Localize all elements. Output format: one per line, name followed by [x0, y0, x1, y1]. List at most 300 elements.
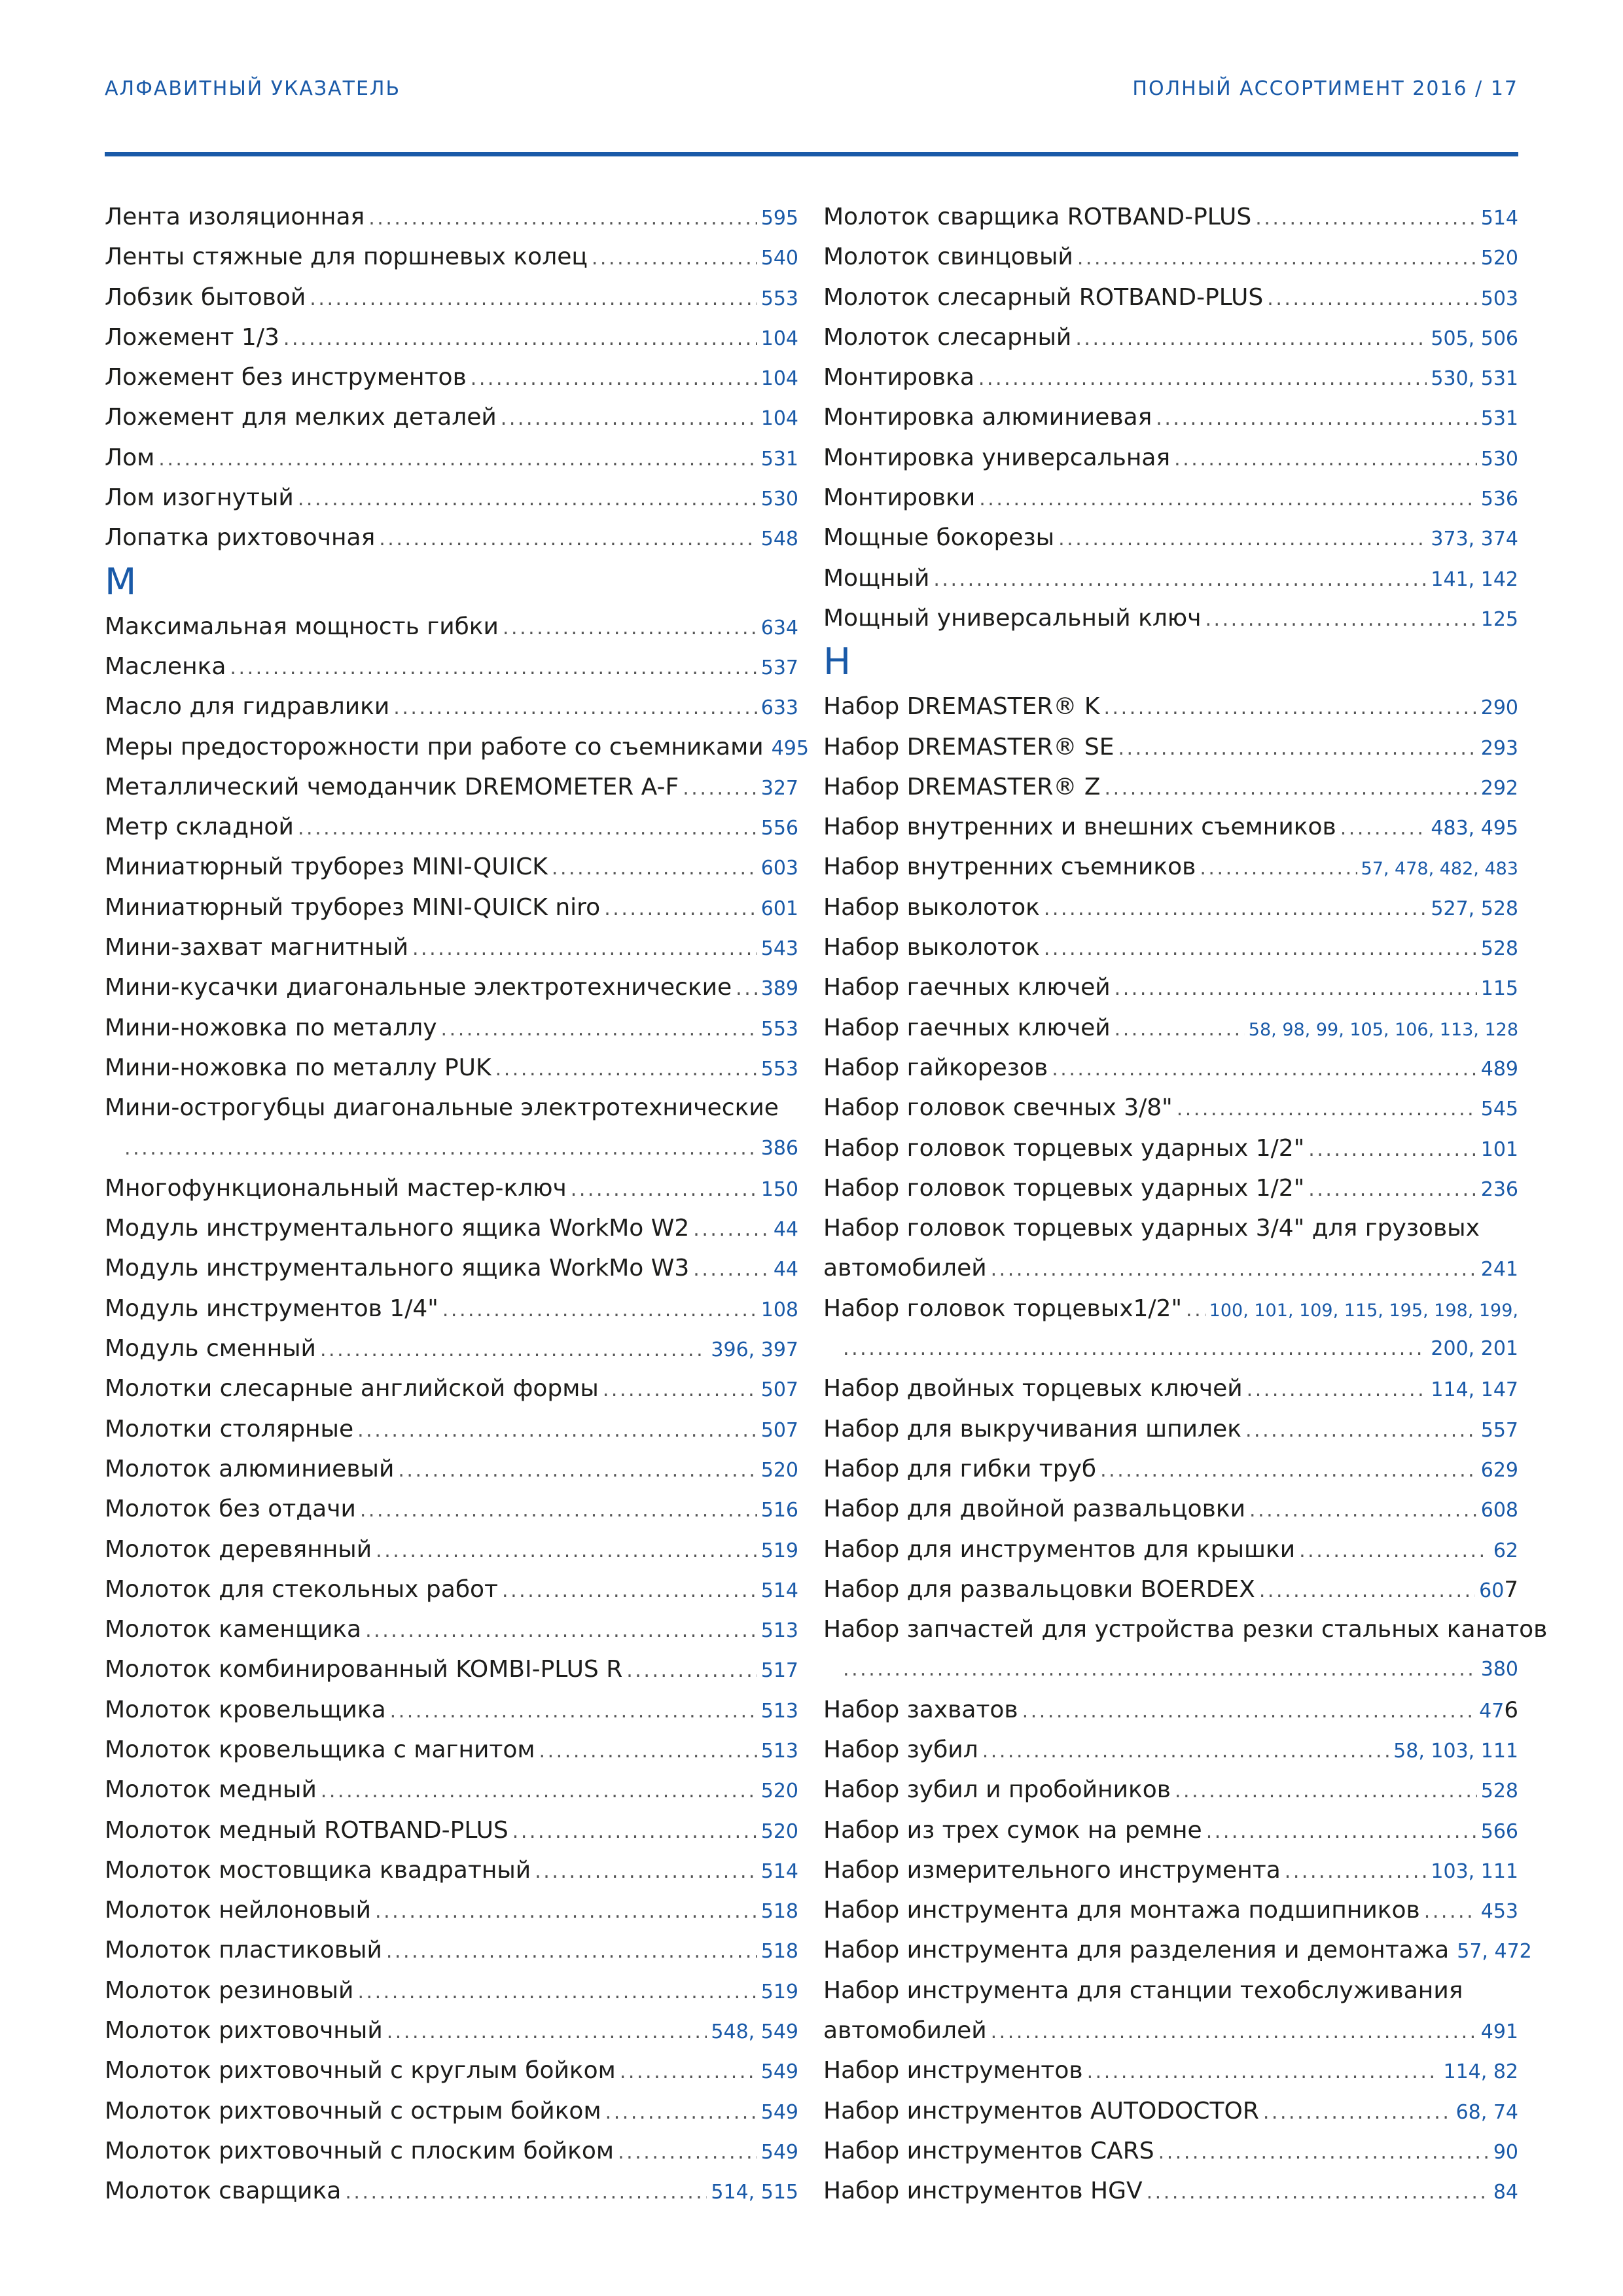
- index-entry: [105, 607, 798, 647]
- index-entry: [105, 1810, 798, 1850]
- entry-text: автомобилей: [823, 2017, 987, 2045]
- dot-leader: [1118, 728, 1476, 768]
- index-entry: [823, 278, 1518, 317]
- entry-page: [1249, 1010, 1518, 1050]
- entry-text: Набор головок торцевых ударных 3/4" для грузовых: [823, 1215, 1480, 1242]
- dot-leader: [1158, 2132, 1489, 2172]
- dot-leader: [442, 1290, 757, 1330]
- entry-text: Модуль инструментов 1/4": [105, 1295, 438, 1322]
- index-entry: [105, 2131, 798, 2171]
- dot-leader: [626, 1651, 757, 1691]
- index-entry: [105, 2011, 798, 2051]
- entry-text: Набор гайкорезов: [823, 1054, 1048, 1081]
- entry-page: [761, 1531, 798, 1571]
- entry-text: Набор измерительного инструмента: [823, 1856, 1281, 1884]
- entry-text: Молоток рихтовочный: [105, 2017, 383, 2045]
- dot-leader: [604, 889, 757, 929]
- entry-page: [1481, 198, 1518, 238]
- index-entry: [823, 1489, 1518, 1529]
- entry-text: Молоток каменщика: [105, 1616, 362, 1643]
- index-entry: [105, 438, 798, 478]
- index-entry: [105, 1168, 798, 1208]
- entry-text: Молоток кровельщика: [105, 1696, 386, 1723]
- entry-page: [761, 688, 798, 728]
- index-entry: [105, 1369, 798, 1408]
- dot-leader: [298, 479, 757, 519]
- index-entry: [105, 967, 798, 1007]
- entry-text: Молотки слесарные английской формы: [105, 1375, 599, 1403]
- entry-page: [1457, 1931, 1532, 1971]
- entry-page-number: 608: [1480, 1499, 1518, 1522]
- entry-page: [761, 279, 798, 319]
- dot-leader: [390, 1691, 757, 1731]
- entry-page: [761, 1450, 798, 1490]
- entry-text: Модуль сменный: [105, 1335, 316, 1363]
- dot-leader: [1156, 399, 1476, 439]
- dot-leader: [1308, 1170, 1476, 1210]
- entry-text: Ложемент для мелких деталей: [105, 404, 497, 431]
- entry-page: [1481, 1410, 1518, 1450]
- entry-text: Молоток слесарный ROTBAND-PLUS: [823, 283, 1264, 311]
- index-entry: [105, 1289, 798, 1329]
- entry-page: [1481, 1649, 1518, 1689]
- entry-page-number: 528: [1480, 937, 1518, 961]
- entry-page-number: 633: [760, 696, 798, 720]
- entry-text: Мини-острогубцы диагональные электротехнические: [105, 1094, 779, 1122]
- index-entry: [823, 558, 1518, 598]
- entry-page-number: 601: [760, 897, 798, 920]
- entry-page-suffix: 6: [1504, 1696, 1518, 1723]
- entry-text: Набор из трех сумок на ремне: [823, 1816, 1202, 1844]
- index-entry: [105, 1088, 798, 1128]
- entry-page-number: 293: [1480, 736, 1518, 760]
- dot-leader: [535, 1852, 757, 1892]
- entry-page: [1481, 2012, 1518, 2052]
- entry-text: Набор для гибки труб: [823, 1455, 1097, 1482]
- dot-leader: [357, 1972, 757, 2012]
- entry-text: Ложемент 1/3: [105, 323, 279, 351]
- entry-page-number: 327: [760, 776, 798, 800]
- entry-page: [1431, 359, 1518, 399]
- entry-page-number: 141, 142: [1431, 567, 1518, 591]
- index-entry: [823, 888, 1518, 927]
- entry-text: Мини-кусачки диагональные электротехнические: [105, 974, 732, 1001]
- entry-page-number: 528: [1480, 1780, 1518, 1803]
- entry-page-number: 84: [1493, 2181, 1518, 2204]
- entry-page: [1481, 238, 1518, 278]
- entry-page-number: 380: [1480, 1658, 1518, 1681]
- dot-leader: [1308, 1130, 1476, 1170]
- entry-page: [1431, 560, 1518, 600]
- dot-leader: [736, 969, 757, 1009]
- entry-text: Набор зубил: [823, 1736, 978, 1763]
- dot-leader: [552, 848, 757, 888]
- dot-leader: [1177, 1089, 1477, 1129]
- index-entry: [105, 1930, 798, 1970]
- entry-text: Мощные бокорезы: [823, 524, 1055, 552]
- index-entry: [823, 1770, 1518, 1810]
- index-entry: [823, 1289, 1518, 1329]
- index-entry: [105, 1449, 798, 1489]
- index-entry: [823, 1570, 1518, 1609]
- entry-page: [1443, 2052, 1518, 2092]
- entry-page-number: 90: [1493, 2140, 1518, 2164]
- entry-text: Набор захватов: [823, 1696, 1018, 1723]
- entry-page-number: 292: [1480, 776, 1518, 800]
- entry-page: [1431, 519, 1518, 559]
- entry-text: Набор головок торцевых ударных 1/2": [823, 1174, 1305, 1202]
- entry-page-number: 520: [760, 1820, 798, 1843]
- dot-leader: [1340, 808, 1427, 848]
- dot-leader: [982, 1731, 1389, 1771]
- index-entry: [105, 237, 798, 277]
- entry-page-number: 595: [760, 207, 798, 230]
- entry-page: [761, 1370, 798, 1410]
- entry-text: автомобилей: [823, 1255, 987, 1282]
- entry-page-number: 513: [760, 1619, 798, 1643]
- entry-page: [761, 198, 798, 238]
- entry-page: [1209, 1291, 1518, 1331]
- entry-page: [761, 319, 798, 359]
- dot-leader: [693, 1210, 770, 1249]
- entry-page-number: 495: [771, 736, 809, 760]
- entry-text: Набор инструмента для монтажа подшипников: [823, 1897, 1420, 1924]
- entry-page: [1481, 439, 1518, 479]
- dot-leader: [379, 519, 757, 559]
- index-entry: [105, 807, 798, 847]
- entry-text: Набор DREMASTER® K: [823, 693, 1100, 721]
- index-entry: [105, 1128, 798, 1168]
- dot-leader: [512, 1812, 757, 1852]
- index-entry: [105, 927, 798, 967]
- entry-text: Набор гаечных ключей: [823, 974, 1111, 1001]
- entry-page: [1481, 399, 1518, 439]
- entry-page: [1481, 1249, 1518, 1289]
- entry-text: Набор для двойной развальцовки: [823, 1496, 1246, 1523]
- dot-leader: [1077, 238, 1477, 278]
- index-entry: [105, 2091, 798, 2131]
- entry-page-number: 520: [1480, 247, 1518, 270]
- index-entry: [823, 397, 1518, 437]
- index-entry: [105, 2171, 798, 2211]
- entry-page: [761, 608, 798, 648]
- entry-text: Монтировки: [823, 484, 976, 512]
- entry-text: Молоток комбинированный KOMBI-PLUS R: [105, 1656, 623, 1683]
- dot-leader: [158, 439, 757, 479]
- entry-page-number: 518: [760, 1900, 798, 1924]
- index-entry: [105, 1850, 798, 1890]
- index-entry: [105, 357, 798, 397]
- dot-leader: [1100, 1450, 1477, 1490]
- entry-page: [1481, 728, 1518, 768]
- entry-page: [1481, 1812, 1518, 1852]
- dot-leader: [283, 319, 757, 359]
- index-entry: [823, 1409, 1518, 1449]
- index-entry: [823, 1609, 1548, 1649]
- index-entry: [823, 1971, 1518, 2011]
- dot-leader: [571, 1170, 757, 1210]
- index-entry: [823, 767, 1518, 807]
- entry-text: Молоток мостовщика квадратный: [105, 1856, 531, 1884]
- entry-text: Лопатка рихтовочная: [105, 524, 376, 552]
- entry-page: [711, 2012, 798, 2052]
- dot-leader: [321, 1771, 757, 1811]
- entry-text: Набор DREMASTER® SE: [823, 733, 1115, 761]
- entry-text: Набор выколоток: [823, 934, 1040, 961]
- dot-leader: [393, 688, 757, 728]
- entry-page-number: 125: [1480, 607, 1518, 631]
- index-entry: [105, 1890, 798, 1930]
- dot-leader: [441, 1009, 757, 1049]
- entry-page: [1481, 1170, 1518, 1210]
- entry-text: Ленты стяжные для поршневых колец: [105, 243, 588, 271]
- dot-leader: [592, 238, 757, 278]
- dot-leader: [1175, 1771, 1477, 1811]
- entry-page-number: 104: [760, 407, 798, 431]
- entry-text: Металлический чемоданчик DREMOMETER A-F: [105, 773, 679, 800]
- dot-leader: [1299, 1531, 1489, 1571]
- entry-page: [761, 2052, 798, 2092]
- entry-page: [1481, 600, 1518, 639]
- index-entry: [823, 687, 1518, 726]
- entry-page: [761, 808, 798, 848]
- entry-page-number: 200, 201: [1431, 1337, 1518, 1361]
- entry-page: [761, 1170, 798, 1210]
- entry-page: [1481, 1490, 1518, 1530]
- dot-leader: [501, 399, 757, 439]
- entry-page-number: 519: [760, 1980, 798, 2003]
- index-entry: [823, 807, 1518, 847]
- dot-leader: [1058, 519, 1427, 559]
- entry-page: [761, 1892, 798, 1931]
- entry-page-number: 520: [760, 1780, 798, 1803]
- index-entry: [823, 727, 1518, 767]
- dot-leader: [386, 1931, 757, 1971]
- entry-page: [761, 238, 798, 278]
- index-entry: [823, 1810, 1518, 1850]
- entry-text: Набор гаечных ключей: [823, 1014, 1111, 1041]
- entry-text: Набор инструментов HGV: [823, 2178, 1143, 2205]
- entry-page-number: 514: [1480, 207, 1518, 230]
- index-entry: [823, 927, 1518, 967]
- entry-text: Молоток алюминиевый: [105, 1455, 395, 1482]
- entry-page-number: 520: [760, 1458, 798, 1482]
- dot-leader: [471, 359, 757, 399]
- index-entry: [823, 1850, 1518, 1890]
- entry-page-number: 530, 531: [1431, 367, 1518, 391]
- dot-leader: [1249, 1490, 1477, 1530]
- dot-leader: [1147, 2172, 1489, 2212]
- index-entry: [823, 1690, 1518, 1730]
- entry-page: [761, 2132, 798, 2172]
- entry-page-number: 58, 103, 111: [1393, 1739, 1518, 1763]
- entry-page: [761, 768, 798, 808]
- entry-page-number: 566: [1480, 1820, 1518, 1843]
- entry-page-number: 540: [760, 247, 798, 270]
- index-entry: [105, 1208, 798, 1248]
- entry-text: Молотки столярные: [105, 1415, 354, 1443]
- entry-page-number: 241: [1480, 1258, 1518, 1282]
- entry-text: Монтировка алюминиевая: [823, 404, 1152, 431]
- entry-page-number: 527, 528: [1431, 897, 1518, 920]
- entry-text: Молоток для стекольных работ: [105, 1575, 499, 1603]
- dot-leader: [1263, 2092, 1452, 2132]
- index-group: [823, 687, 1548, 2211]
- entry-page-number: 150: [760, 1177, 798, 1201]
- index-entry: [823, 1008, 1518, 1048]
- entry-text: Масленка: [105, 653, 226, 680]
- dot-leader: [1186, 1290, 1205, 1330]
- entry-page: [761, 648, 798, 688]
- entry-page-number: 505, 506: [1431, 327, 1518, 350]
- dot-leader: [1087, 2052, 1440, 2092]
- index-entry: [823, 1248, 1518, 1288]
- entry-page: [761, 969, 798, 1009]
- entry-page: [1481, 768, 1518, 808]
- entry-page-number: 47: [1479, 1699, 1505, 1723]
- entry-page: [761, 848, 798, 888]
- index-entry: [823, 1730, 1518, 1770]
- index-entry: [823, 1208, 1518, 1248]
- entry-page-number: 373, 374: [1431, 528, 1518, 551]
- entry-page-number: 530: [1480, 447, 1518, 471]
- entry-text: Набор выколоток: [823, 893, 1040, 921]
- entry-page: [1481, 1450, 1518, 1490]
- entry-page-number: 556: [760, 817, 798, 840]
- entry-page-number: 629: [1480, 1458, 1518, 1482]
- dot-leader: [1115, 969, 1477, 1009]
- entry-page: [761, 1731, 798, 1771]
- index-entry: [823, 847, 1518, 887]
- entry-page-number: 530: [760, 488, 798, 511]
- index-group: [823, 197, 1518, 638]
- dot-leader: [1245, 1410, 1477, 1450]
- entry-page: [761, 1009, 798, 1049]
- index-entry: [105, 1609, 798, 1649]
- entry-text: Молоток рихтовочный с острым бойком: [105, 2097, 601, 2125]
- dot-leader: [979, 479, 1477, 519]
- dot-leader: [539, 1731, 757, 1771]
- entry-text: Молоток медный ROTBAND-PLUS: [105, 1816, 508, 1844]
- entry-text: Молоток деревянный: [105, 1535, 372, 1563]
- entry-page: [761, 1049, 798, 1089]
- entry-page-number: 100, 101, 109, 115, 195, 198, 199,: [1209, 1300, 1518, 1321]
- entry-page-number: 549: [760, 2100, 798, 2124]
- entry-text: Набор головок свечных 3/8": [823, 1094, 1173, 1122]
- index-entry: [823, 518, 1518, 558]
- index-entry: [823, 438, 1518, 478]
- entry-text: Набор зубил и пробойников: [823, 1776, 1171, 1804]
- index-entry: [105, 317, 798, 357]
- dot-leader: [387, 2012, 707, 2052]
- entry-text: Набор для выкручивания шпилек: [823, 1415, 1241, 1443]
- index-entry: [823, 2171, 1518, 2211]
- index-letter: Н: [823, 641, 851, 684]
- entry-page: [761, 1490, 798, 1530]
- entry-page: [761, 1771, 798, 1811]
- entry-page: [774, 1249, 798, 1289]
- dot-leader: [1174, 439, 1477, 479]
- dot-leader: [843, 1649, 1477, 1689]
- entry-text: Набор инструментов CARS: [823, 2137, 1154, 2164]
- entry-text: Максимальная мощность гибки: [105, 613, 499, 640]
- entry-page: [774, 1210, 798, 1249]
- dot-leader: [620, 2052, 757, 2092]
- entry-text: Молоток сварщика: [105, 2178, 342, 2205]
- entry-text: Молоток пластиковый: [105, 1937, 382, 1964]
- entry-text: Набор головок торцевых ударных 1/2": [823, 1134, 1305, 1162]
- index-entry: [105, 767, 798, 807]
- entry-page-number: 516: [760, 1499, 798, 1522]
- index-entry: [105, 2051, 798, 2090]
- entry-page-number: 491: [1480, 2020, 1518, 2044]
- index-letter: М: [105, 560, 137, 603]
- entry-page-number: 290: [1480, 696, 1518, 720]
- entry-page-number: 549: [760, 2140, 798, 2164]
- entry-text: Мини-захват магнитный: [105, 934, 408, 961]
- index-entry: [105, 1248, 798, 1288]
- entry-text: Лента изоляционная: [105, 204, 365, 230]
- entry-page: [761, 1651, 798, 1691]
- entry-text: Монтировка: [823, 364, 974, 391]
- entry-text: Модуль инструментального ящика WorkMo W2: [105, 1215, 690, 1242]
- index-entry: [823, 1048, 1518, 1088]
- entry-page: [761, 2092, 798, 2132]
- dot-leader: [991, 1249, 1477, 1289]
- entry-page: [711, 1330, 798, 1370]
- index-entry: [823, 1128, 1518, 1168]
- entry-text: Миниатюрный труборез MINI-QUICK niro: [105, 893, 601, 921]
- entry-text: Набор внутренних съемников: [823, 853, 1196, 881]
- dot-leader: [991, 2012, 1477, 2052]
- entry-page-suffix: 7: [1504, 1576, 1518, 1603]
- entry-page-number: 503: [1480, 287, 1518, 310]
- index-entry: [105, 847, 798, 887]
- entry-page-number: 58, 98, 99, 105, 106, 113, 128: [1248, 1019, 1518, 1040]
- entry-text: Миниатюрный труборез MINI-QUICK: [105, 853, 548, 881]
- entry-page-number: 513: [760, 1739, 798, 1763]
- entry-page-number: 114, 82: [1443, 2060, 1518, 2084]
- entry-page-number: 389: [760, 977, 798, 1001]
- entry-page-number: 453: [1480, 1900, 1518, 1924]
- index-entry: [105, 727, 809, 767]
- entry-page-number: 104: [760, 327, 798, 350]
- entry-page-number: 103, 111: [1431, 1859, 1518, 1883]
- index-entry: [823, 1168, 1518, 1208]
- header-rule: [105, 152, 1518, 156]
- entry-page: [761, 1852, 798, 1892]
- entry-page: [1431, 1329, 1518, 1369]
- entry-page: [761, 359, 798, 399]
- entry-page: [1481, 1771, 1518, 1811]
- entry-text: Молоток без отдачи: [105, 1496, 356, 1523]
- entry-page-number: 514: [760, 1859, 798, 1883]
- index-entry: [105, 1409, 798, 1449]
- dot-leader: [368, 198, 757, 238]
- index-entry: [105, 1570, 798, 1609]
- index-column-right: [823, 197, 1548, 2212]
- entry-page-number: 553: [760, 1057, 798, 1081]
- entry-text: Молоток свинцовый: [823, 243, 1073, 271]
- entry-page-number: 557: [1480, 1418, 1518, 1442]
- dot-leader: [357, 1410, 757, 1450]
- index-entry: [823, 237, 1518, 277]
- entry-page-number: 549: [760, 2060, 798, 2084]
- index-entry: [105, 1008, 798, 1048]
- entry-text: Набор для инструментов для крышки: [823, 1535, 1296, 1563]
- entry-page: [761, 1410, 798, 1450]
- entry-text: Набор инструмента для станции техобслуживания: [823, 1977, 1463, 2004]
